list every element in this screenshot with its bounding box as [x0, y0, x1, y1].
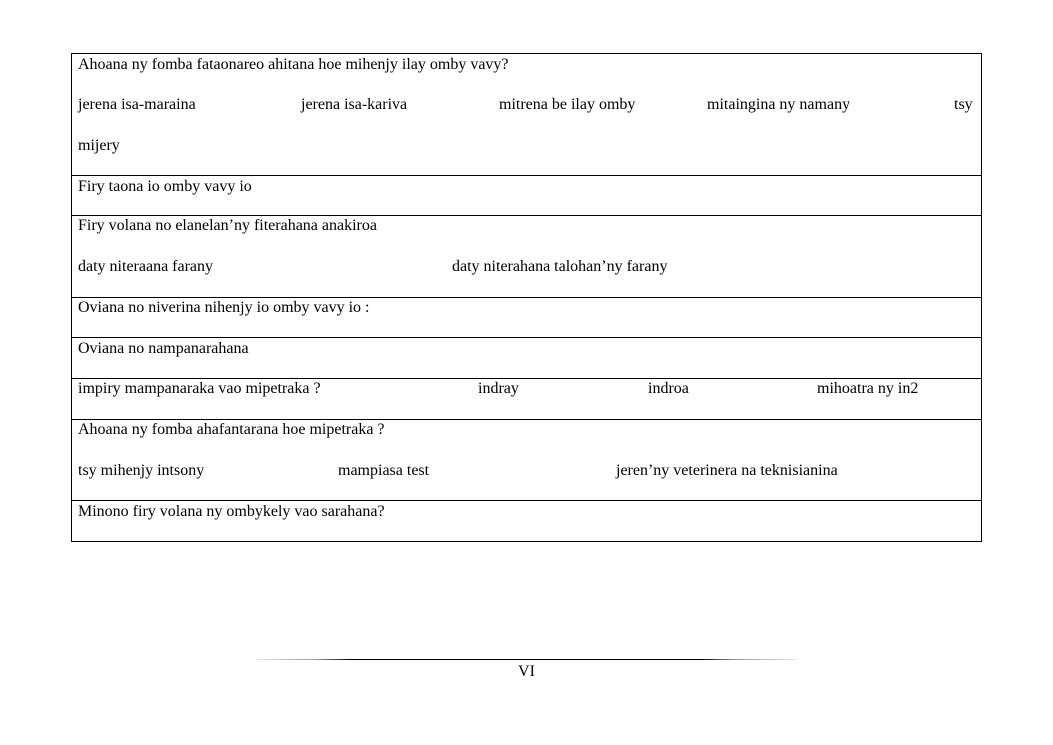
table-row — [72, 501, 981, 542]
option-text: mitrena be ilay omby — [499, 96, 636, 113]
table-row — [72, 176, 981, 216]
question-weaning-age: Minono firy volana ny ombykely vao sarahana? — [78, 503, 385, 520]
option-text: mitaingina ny namany — [707, 96, 851, 113]
option-text: indroa — [648, 380, 689, 397]
question-return-to-heat: Oviana no niverina nihenjy io omby vavy io : — [78, 299, 370, 316]
option-text: mihoatra ny in2 — [817, 380, 919, 397]
option-text: indray — [478, 380, 519, 397]
table-row — [72, 420, 981, 501]
option-text: daty niteraana farany — [78, 258, 214, 275]
question-breeding-date: Oviana no nampanarahana — [78, 340, 249, 357]
option-text: mampiasa test — [338, 462, 430, 479]
question-cow-age: Firy taona io omby vavy io — [78, 178, 252, 195]
question-calving-interval: Firy volana no elanelan’ny fiterahana anakiroa — [78, 217, 377, 234]
footer-rule — [256, 659, 796, 660]
option-text: jerena isa-kariva — [301, 96, 408, 113]
question-services-count: impiry mampanaraka vao mipetraka ? — [78, 380, 321, 397]
option-text: jerena isa-maraina — [78, 96, 196, 113]
table-row — [72, 54, 981, 176]
page-number: VI — [518, 663, 535, 680]
table-row — [72, 338, 981, 379]
table-row — [72, 216, 981, 298]
question-heat-detection: Ahoana ny fomba fataonareo ahitana hoe mihenjy ilay omby vavy? — [78, 56, 509, 73]
option-text: tsy mihenjy intsony — [78, 462, 205, 479]
option-text: jeren’ny veterinera na teknisianina — [616, 462, 838, 479]
question-pregnancy-check: Ahoana ny fomba ahafantarana hoe mipetraka ? — [78, 421, 385, 438]
option-text: daty niterahana talohan’ny farany — [452, 258, 668, 275]
option-text: tsy — [954, 96, 973, 113]
questionnaire-table — [71, 53, 982, 542]
table-row — [72, 298, 981, 338]
table-row — [72, 379, 981, 420]
option-continuation: mijery — [78, 137, 120, 154]
